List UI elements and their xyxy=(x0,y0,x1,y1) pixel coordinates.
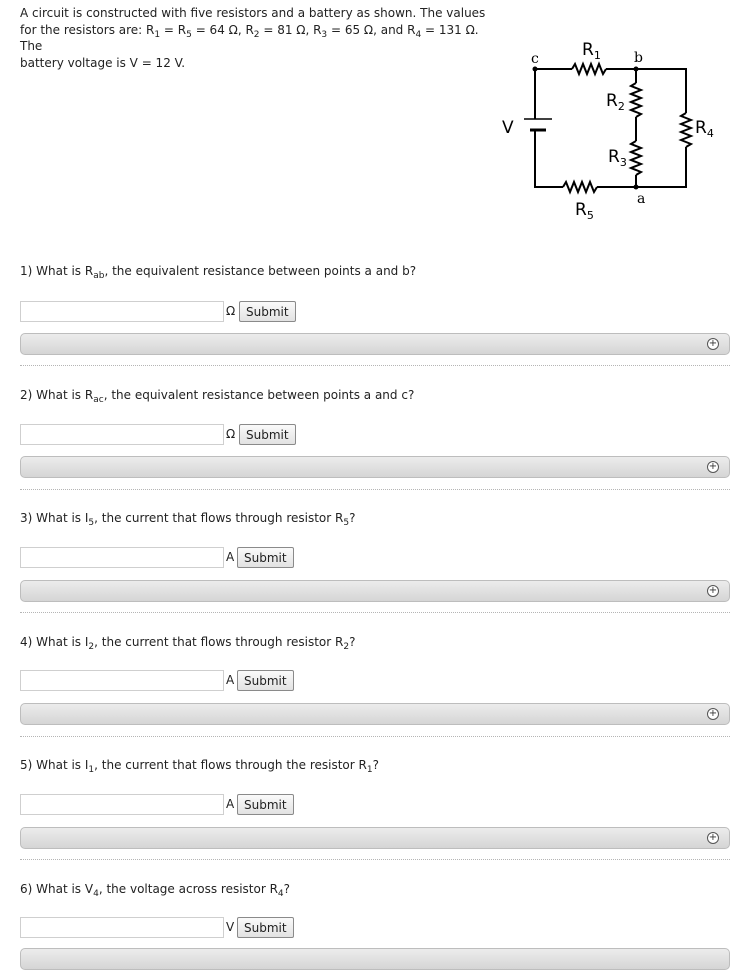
submit-6-button[interactable]: Submit xyxy=(237,917,294,938)
label-r4: $R_4$ xyxy=(695,118,714,140)
intro-line-3: battery voltage is V = 12 V. xyxy=(20,55,186,70)
label-r2: $R_2$ xyxy=(606,91,625,113)
answer-4-input[interactable] xyxy=(20,670,224,691)
label-r1: $R_1$ xyxy=(582,40,601,62)
submit-1-button[interactable]: Submit xyxy=(239,301,296,322)
question-4-text: 4) What is $I_2$, the current that flows through resistor $R_2$? xyxy=(20,635,356,652)
expand-plus-icon[interactable]: + xyxy=(708,338,718,349)
expand-plus-icon[interactable]: + xyxy=(708,461,718,472)
resistor-r4 xyxy=(681,113,691,147)
separator xyxy=(20,859,730,860)
separator xyxy=(20,612,730,613)
question-1-text: 1) What is $R_{ab}$, the equivalent resistance between points a and b? xyxy=(20,264,417,281)
node-b xyxy=(634,67,639,72)
hint-bar-2[interactable] xyxy=(20,456,730,478)
unit-6-label: V xyxy=(226,920,235,934)
wire-left-bottom xyxy=(535,130,563,187)
resistor-r3 xyxy=(631,141,641,175)
answer-3-input[interactable] xyxy=(20,547,224,568)
expand-plus-icon[interactable]: + xyxy=(708,832,718,843)
submit-4-button[interactable]: Submit xyxy=(237,670,294,691)
node-c xyxy=(533,67,538,72)
label-r5: $R_5$ xyxy=(575,200,594,222)
question-3-text: 3) What is $I_5$, the current that flows through resistor $R_5$? xyxy=(20,511,356,528)
unit-5-label: A xyxy=(226,797,235,811)
question-2-text: 2) What is $R_{ac}$, the equivalent resistance between points a and c? xyxy=(20,388,415,405)
resistor-r2 xyxy=(631,83,641,117)
answer-6-input[interactable] xyxy=(20,917,224,938)
hint-bar-4[interactable] xyxy=(20,703,730,725)
unit-2-label: Ω xyxy=(226,427,236,441)
expand-plus-icon[interactable]: + xyxy=(708,708,718,719)
answer-5-input[interactable] xyxy=(20,794,224,815)
hint-bar-6[interactable] xyxy=(20,948,730,970)
hint-bar-5[interactable] xyxy=(20,827,730,849)
label-r3: $R_3$ xyxy=(608,147,627,169)
resistor-r1 xyxy=(572,64,606,74)
label-a: a xyxy=(637,191,646,207)
unit-1-label: Ω xyxy=(226,304,236,318)
submit-3-button[interactable]: Submit xyxy=(237,547,294,568)
intro-line-1: A circuit is constructed with five resistors and a battery as shown. The values xyxy=(20,6,486,20)
unit-4-label: A xyxy=(226,673,235,687)
expand-plus-icon[interactable]: + xyxy=(708,585,718,596)
problem-statement xyxy=(20,5,490,71)
submit-5-button[interactable]: Submit xyxy=(237,794,294,815)
unit-3-label: A xyxy=(226,550,235,564)
intro-line-2: for the resistors are: $R_1 = R_5 = 64$ Ω, $R_2 = 81$ Ω, $R_3 = 65$ Ω, and $R_4 = 131$ Ω. The xyxy=(20,22,479,53)
question-6-text: 6) What is $V_4$, the voltage across resistor $R_4$? xyxy=(20,882,291,899)
separator xyxy=(20,736,730,737)
separator xyxy=(20,365,730,366)
submit-2-button[interactable]: Submit xyxy=(239,424,296,445)
label-b: b xyxy=(634,50,643,66)
node-a xyxy=(634,185,639,190)
separator xyxy=(20,489,730,490)
label-v: V xyxy=(502,118,514,138)
answer-2-input[interactable] xyxy=(20,424,224,445)
question-5-text: 5) What is $I_1$, the current that flows through the resistor $R_1$? xyxy=(20,758,379,775)
answer-1-input[interactable] xyxy=(20,301,224,322)
resistor-r5 xyxy=(563,182,597,192)
hint-bar-3[interactable] xyxy=(20,580,730,602)
hint-bar-1[interactable] xyxy=(20,333,730,355)
circuit-diagram xyxy=(497,35,727,230)
label-c: c xyxy=(531,51,539,67)
